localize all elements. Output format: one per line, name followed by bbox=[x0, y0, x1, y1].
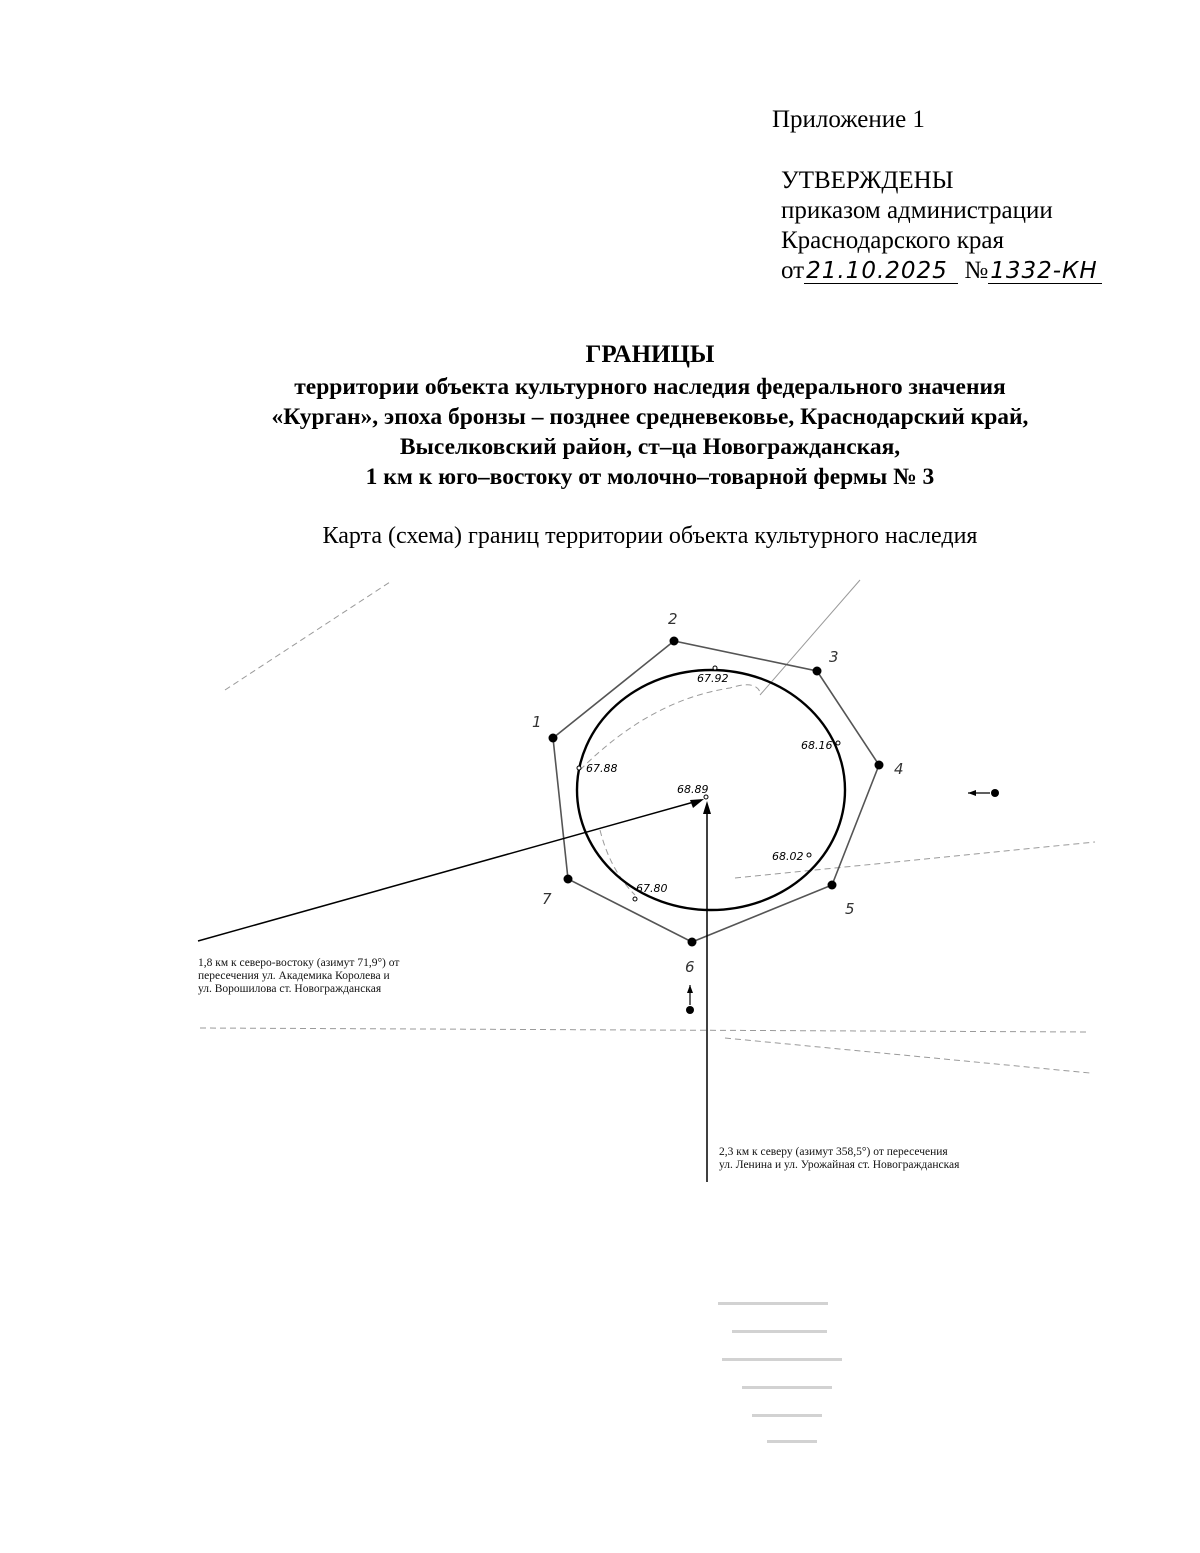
elevation-label-center: 68.89 bbox=[677, 783, 709, 796]
note-northeast-line-3: ул. Ворошилова ст. Новогражданская bbox=[198, 983, 382, 995]
boundary-point-7 bbox=[564, 875, 573, 884]
note-northeast bbox=[198, 957, 399, 996]
faint-line-nw bbox=[225, 582, 390, 690]
date-prefix: от bbox=[781, 257, 805, 284]
faint-curve-inner bbox=[580, 685, 760, 770]
boundary-polygon bbox=[553, 641, 879, 942]
boundary-point-2 bbox=[670, 637, 679, 646]
approved-label: УТВЕРЖДЕНЫ bbox=[781, 167, 954, 194]
boundary-point-4 bbox=[875, 761, 884, 770]
elevation-label-west: 67.88 bbox=[586, 762, 618, 775]
point-label-2: 2 bbox=[668, 610, 678, 628]
elevation-label-se: 68.02 bbox=[772, 850, 804, 863]
note-north bbox=[719, 1146, 959, 1172]
note-north-line-2: ул. Ленина и ул. Урожайная ст. Новогражданская bbox=[719, 1159, 960, 1171]
northeast-reference-line bbox=[198, 800, 701, 941]
title-line-1: территории объекта культурного наследия федерального значения bbox=[294, 374, 1006, 400]
elevation-marker-top bbox=[713, 666, 717, 670]
elevation-marker-sw bbox=[633, 897, 637, 901]
north-arrowhead bbox=[703, 801, 711, 814]
northeast-arrowhead bbox=[690, 799, 704, 808]
mound-contour bbox=[577, 670, 845, 910]
elevation-labels bbox=[586, 672, 833, 895]
map-caption: Карта (схема) границ территории объекта культурного наследия bbox=[322, 523, 978, 549]
title-line-4: 1 км к юго–востоку от молочно–товарной фермы № 3 bbox=[365, 464, 935, 490]
title-line-2: «Курган», эпоха бронзы – позднее средневековье, Краснодарский край, bbox=[271, 404, 1029, 430]
order-line-1: приказом администрации bbox=[781, 197, 1053, 224]
reference-mark-east bbox=[968, 789, 999, 797]
faint-line-south-2 bbox=[725, 1038, 1090, 1073]
point-label-3: 3 bbox=[829, 648, 839, 666]
elevation-marker-east bbox=[836, 741, 840, 745]
elevation-marker-west bbox=[577, 766, 581, 770]
point-label-6: 6 bbox=[685, 958, 695, 976]
point-label-5: 5 bbox=[845, 900, 855, 918]
note-north-line-1: 2,3 км к северу (азимут 358,5°) от пересечения bbox=[719, 1146, 948, 1158]
point-label-4: 4 bbox=[894, 760, 904, 778]
faint-line-south bbox=[200, 1028, 1090, 1032]
boundary-point-3 bbox=[813, 667, 822, 676]
boundary-point-6 bbox=[688, 938, 697, 947]
elevation-label-sw: 67.80 bbox=[636, 882, 668, 895]
order-number: 1332-КН bbox=[988, 259, 1102, 284]
elevation-label-east: 68.16 bbox=[801, 739, 833, 752]
boundary-point-5 bbox=[828, 881, 837, 890]
boundary-point-1 bbox=[549, 734, 558, 743]
annex-label: Приложение 1 bbox=[772, 106, 925, 133]
faint-stamp-residue bbox=[712, 1290, 862, 1470]
reference-mark-south bbox=[686, 985, 694, 1014]
background-lines bbox=[200, 580, 1095, 1073]
faint-line-ne bbox=[760, 580, 860, 695]
point-label-7: 7 bbox=[542, 890, 552, 908]
number-prefix: № bbox=[964, 257, 989, 284]
elevation-marker-se bbox=[807, 853, 811, 857]
title-line-3: Выселковский район, ст–ца Новогражданская, bbox=[399, 434, 901, 460]
note-northeast-line-1: 1,8 км к северо-востоку (азимут 71,9°) от bbox=[198, 957, 400, 969]
point-label-1: 1 bbox=[532, 713, 542, 731]
boundary-point-labels bbox=[532, 610, 904, 976]
order-line-2: Краснодарского края bbox=[781, 227, 1004, 254]
order-date: 21.10.2025 bbox=[804, 259, 958, 284]
elevation-label-top: 67.92 bbox=[697, 672, 729, 685]
note-northeast-line-2: пересечения ул. Академика Королева и bbox=[198, 970, 390, 982]
title-main: ГРАНИЦЫ bbox=[585, 341, 715, 368]
